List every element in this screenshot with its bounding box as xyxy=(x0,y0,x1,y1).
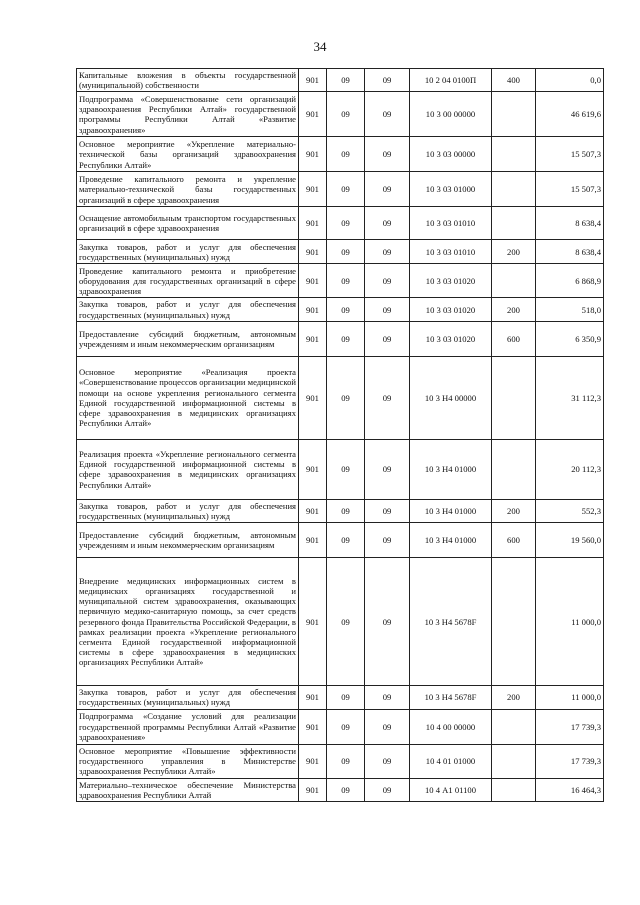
cell-expense-type xyxy=(492,264,536,298)
cell-sum: 31 112,3 xyxy=(536,356,604,439)
cell-admin-code: 901 xyxy=(299,439,327,499)
cell-subsection: 09 xyxy=(365,240,410,264)
cell-subsection: 09 xyxy=(365,172,410,207)
cell-sum: 8 638,4 xyxy=(536,240,604,264)
cell-name: Предоставление субсидий бюджетным, автономным учреждениям и иным некоммерческим организациям xyxy=(77,321,299,356)
cell-name: Капитальные вложения в объекты государственной (муниципальной) собственности xyxy=(77,69,299,92)
cell-target-article: 10 3 Н4 01000 xyxy=(410,499,492,522)
cell-target-article: 10 3 03 01020 xyxy=(410,298,492,321)
cell-admin-code: 901 xyxy=(299,69,327,92)
cell-expense-type xyxy=(492,439,536,499)
cell-section: 09 xyxy=(327,69,365,92)
cell-sum: 15 507,3 xyxy=(536,172,604,207)
cell-admin-code: 901 xyxy=(299,744,327,778)
cell-target-article: 10 3 03 01010 xyxy=(410,240,492,264)
cell-expense-type xyxy=(492,356,536,439)
cell-admin-code: 901 xyxy=(299,778,327,801)
cell-target-article: 10 3 03 01020 xyxy=(410,321,492,356)
cell-name: Основное мероприятие «Реализация проекта «Совершенствование процессов организации медицинской помощи на основе укрепления регионального сегмента Единой государственной информационной системы в сфере здравоохранения в медицинских организациях Республики Алтай» xyxy=(77,356,299,439)
cell-subsection: 09 xyxy=(365,321,410,356)
cell-sum: 6 868,9 xyxy=(536,264,604,298)
cell-subsection: 09 xyxy=(365,499,410,522)
cell-section: 09 xyxy=(327,321,365,356)
cell-name: Закупка товаров, работ и услуг для обеспечения государственных (муниципальных) нужд xyxy=(77,499,299,522)
cell-target-article: 10 3 03 01020 xyxy=(410,264,492,298)
cell-subsection: 09 xyxy=(365,744,410,778)
cell-expense-type xyxy=(492,137,536,172)
cell-name: Оснащение автомобильным транспортом государственных организаций в сфере здравоохранения xyxy=(77,207,299,240)
table-row xyxy=(77,523,604,558)
cell-target-article: 10 4 00 00000 xyxy=(410,709,492,744)
cell-sum: 17 739,3 xyxy=(536,744,604,778)
cell-subsection: 09 xyxy=(365,207,410,240)
cell-sum: 11 000,0 xyxy=(536,558,604,686)
cell-subsection: 09 xyxy=(365,356,410,439)
table-row xyxy=(77,778,604,801)
cell-section: 09 xyxy=(327,240,365,264)
cell-expense-type: 600 xyxy=(492,321,536,356)
cell-name: Подпрограмма «Создание условий для реализации государственной программы Республики Алтай «Развитие здравоохранения» xyxy=(77,709,299,744)
table-row xyxy=(77,92,604,137)
cell-target-article: 10 3 03 01010 xyxy=(410,207,492,240)
cell-subsection: 09 xyxy=(365,137,410,172)
cell-sum: 15 507,3 xyxy=(536,137,604,172)
cell-admin-code: 901 xyxy=(299,686,327,709)
cell-expense-type xyxy=(492,744,536,778)
cell-admin-code: 901 xyxy=(299,264,327,298)
cell-name: Подпрограмма «Совершенствование сети организаций здравоохранения Республики Алтай» государственной программы Республики Алтай «Развитие здравоохранения» xyxy=(77,92,299,137)
cell-sum: 552,3 xyxy=(536,499,604,522)
cell-expense-type: 200 xyxy=(492,240,536,264)
cell-section: 09 xyxy=(327,744,365,778)
table-row xyxy=(77,298,604,321)
table-row xyxy=(77,172,604,207)
cell-name: Материально–техническое обеспечение Министерства здравоохранения Республики Алтай xyxy=(77,778,299,801)
cell-target-article: 10 3 Н4 01000 xyxy=(410,523,492,558)
cell-admin-code: 901 xyxy=(299,298,327,321)
cell-expense-type xyxy=(492,709,536,744)
cell-expense-type xyxy=(492,172,536,207)
table-row xyxy=(77,240,604,264)
cell-expense-type xyxy=(492,207,536,240)
cell-section: 09 xyxy=(327,523,365,558)
cell-admin-code: 901 xyxy=(299,321,327,356)
cell-expense-type: 200 xyxy=(492,686,536,709)
cell-sum: 20 112,3 xyxy=(536,439,604,499)
cell-name: Основное мероприятие «Укрепление материально-технической базы организаций здравоохранения Республики Алтай» xyxy=(77,137,299,172)
cell-admin-code: 901 xyxy=(299,558,327,686)
table-row xyxy=(77,709,604,744)
cell-sum: 46 619,6 xyxy=(536,92,604,137)
cell-sum: 8 638,4 xyxy=(536,207,604,240)
table-row xyxy=(77,321,604,356)
cell-section: 09 xyxy=(327,207,365,240)
cell-subsection: 09 xyxy=(365,264,410,298)
cell-sum: 6 350,9 xyxy=(536,321,604,356)
cell-subsection: 09 xyxy=(365,439,410,499)
table-row xyxy=(77,439,604,499)
cell-admin-code: 901 xyxy=(299,709,327,744)
cell-target-article: 10 4 А1 01100 xyxy=(410,778,492,801)
cell-expense-type xyxy=(492,92,536,137)
cell-admin-code: 901 xyxy=(299,207,327,240)
cell-target-article: 10 3 03 00000 xyxy=(410,137,492,172)
cell-expense-type: 200 xyxy=(492,499,536,522)
cell-target-article: 10 3 Н4 5678F xyxy=(410,558,492,686)
cell-sum: 16 464,3 xyxy=(536,778,604,801)
table-row xyxy=(77,744,604,778)
cell-target-article: 10 2 04 0100П xyxy=(410,69,492,92)
table-row xyxy=(77,686,604,709)
cell-expense-type xyxy=(492,558,536,686)
cell-section: 09 xyxy=(327,439,365,499)
cell-admin-code: 901 xyxy=(299,137,327,172)
cell-section: 09 xyxy=(327,778,365,801)
cell-name: Закупка товаров, работ и услуг для обеспечения государственных (муниципальных) нужд xyxy=(77,240,299,264)
table-row xyxy=(77,207,604,240)
table-row xyxy=(77,356,604,439)
cell-section: 09 xyxy=(327,499,365,522)
cell-sum: 0,0 xyxy=(536,69,604,92)
cell-expense-type xyxy=(492,778,536,801)
cell-section: 09 xyxy=(327,172,365,207)
cell-name: Закупка товаров, работ и услуг для обеспечения государственных (муниципальных) нужд xyxy=(77,298,299,321)
cell-name: Проведение капитального ремонта и приобретение оборудования для государственных организаций в сфере здравоохранения xyxy=(77,264,299,298)
cell-section: 09 xyxy=(327,709,365,744)
cell-section: 09 xyxy=(327,558,365,686)
cell-subsection: 09 xyxy=(365,69,410,92)
budget-table xyxy=(76,68,604,802)
table-body xyxy=(77,69,604,802)
cell-admin-code: 901 xyxy=(299,92,327,137)
cell-admin-code: 901 xyxy=(299,172,327,207)
cell-subsection: 09 xyxy=(365,92,410,137)
table-row xyxy=(77,558,604,686)
cell-name: Основное мероприятие «Повышение эффективности государственного управления в Министерстве здравоохранения Республики Алтай» xyxy=(77,744,299,778)
cell-subsection: 09 xyxy=(365,558,410,686)
cell-subsection: 09 xyxy=(365,686,410,709)
cell-sum: 19 560,0 xyxy=(536,523,604,558)
cell-sum: 11 000,0 xyxy=(536,686,604,709)
cell-subsection: 09 xyxy=(365,523,410,558)
cell-subsection: 09 xyxy=(365,298,410,321)
cell-section: 09 xyxy=(327,264,365,298)
cell-name: Закупка товаров, работ и услуг для обеспечения государственных (муниципальных) нужд xyxy=(77,686,299,709)
cell-name: Предоставление субсидий бюджетным, автономным учреждениям и иным некоммерческим организациям xyxy=(77,523,299,558)
cell-target-article: 10 3 00 00000 xyxy=(410,92,492,137)
cell-target-article: 10 3 Н4 5678F xyxy=(410,686,492,709)
page-number: 34 xyxy=(313,39,327,54)
cell-section: 09 xyxy=(327,92,365,137)
cell-subsection: 09 xyxy=(365,778,410,801)
cell-section: 09 xyxy=(327,298,365,321)
cell-admin-code: 901 xyxy=(299,356,327,439)
cell-sum: 518,0 xyxy=(536,298,604,321)
cell-expense-type: 200 xyxy=(492,298,536,321)
cell-name: Проведение капитального ремонта и укрепление материально-технической базы государственных организаций в сфере здравоохранения xyxy=(77,172,299,207)
cell-admin-code: 901 xyxy=(299,240,327,264)
table-row xyxy=(77,499,604,522)
cell-target-article: 10 4 01 01000 xyxy=(410,744,492,778)
cell-sum: 17 739,3 xyxy=(536,709,604,744)
table-row xyxy=(77,137,604,172)
cell-subsection: 09 xyxy=(365,709,410,744)
cell-section: 09 xyxy=(327,356,365,439)
cell-target-article: 10 3 Н4 01000 xyxy=(410,439,492,499)
cell-name: Внедрение медицинских информационных систем в медицинских организациях государственной и муниципальной систем здравоохранения, оказывающих первичную медико-санитарную помощь, за счет средств резервного фонда Правительства Российской Федерации, в рамках реализации проекта «Укрепление регионального сегмента Единой государственной информационной системы в сфере здравоохранения в медицинских организациях Республики Алтай» xyxy=(77,558,299,686)
table-row xyxy=(77,69,604,92)
cell-target-article: 10 3 03 01000 xyxy=(410,172,492,207)
table-row xyxy=(77,264,604,298)
cell-target-article: 10 3 Н4 00000 xyxy=(410,356,492,439)
cell-section: 09 xyxy=(327,686,365,709)
cell-admin-code: 901 xyxy=(299,499,327,522)
cell-section: 09 xyxy=(327,137,365,172)
cell-expense-type: 400 xyxy=(492,69,536,92)
cell-name: Реализация проекта «Укрепление регионального сегмента Единой государственной информационной системы в сфере здравоохранения в медицинских организациях Республики Алтай» xyxy=(77,439,299,499)
cell-expense-type: 600 xyxy=(492,523,536,558)
cell-admin-code: 901 xyxy=(299,523,327,558)
